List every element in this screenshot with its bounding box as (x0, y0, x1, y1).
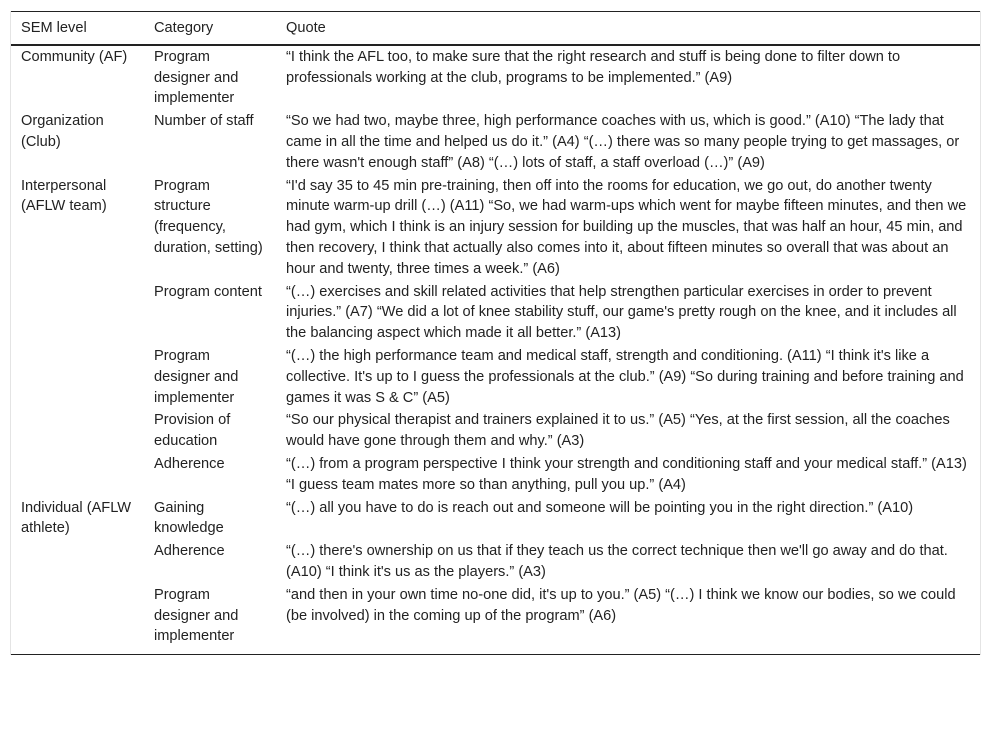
cell-category: Adherence (154, 455, 225, 472)
cell-quote: “(…) from a program perspective I think your strength and conditioning staff and your medical staff.” (A13) “I guess team mates more so than anything, pull you up.” (A4) (286, 455, 967, 493)
cell-sem-level (11, 410, 144, 454)
header-row (11, 12, 980, 45)
header-category: Category (154, 20, 214, 36)
cell-category: Program structure (frequency, duration, setting) (154, 177, 263, 256)
table-row (11, 410, 980, 454)
table-row (11, 541, 980, 585)
cell-sem-level: Individual (AFLW athlete) (21, 499, 132, 537)
table-row (11, 176, 980, 282)
cell-sem-level: Organization (Club) (21, 113, 104, 150)
header-sem-level: SEM level (21, 20, 87, 36)
table-row (11, 45, 980, 111)
cell-category: Program designer and implementer (154, 48, 239, 107)
cell-category: Program designer and implementer (154, 586, 239, 645)
table-header (11, 12, 980, 45)
cell-category: Program designer and implementer (154, 347, 239, 406)
cell-sem-level (11, 585, 144, 655)
cell-sem-level (11, 282, 144, 346)
cell-sem-level (11, 346, 144, 410)
header-quote: Quote (286, 20, 326, 36)
table-row (11, 498, 980, 542)
cell-category: Gaining knowledge (154, 499, 224, 537)
cell-quote: “(…) there's ownership on us that if they teach us the correct technique then we'll go away and do that. (A10) “I think it's us as the players.” (A3) (286, 543, 948, 580)
cell-sem-level (11, 541, 144, 585)
cell-quote: “(…) the high performance team and medical staff, strength and conditioning. (A11) “I think it's like a collective. It's up to I guess the professionals at the club.” (A9) “So during training and before training and games it was S & C” (A5) (286, 347, 964, 406)
cell-category: Adherence (154, 543, 225, 560)
cell-category: Number of staff (154, 113, 254, 130)
table-body (11, 45, 980, 655)
cell-sem-level (11, 454, 144, 498)
cell-quote: “(…) all you have to do is reach out and someone will be pointing you in the right direction.” (A10) (286, 499, 914, 516)
table-row (11, 282, 980, 346)
table-row (11, 111, 980, 175)
cell-category: Provision of education (154, 412, 231, 450)
sem-quotes-table (11, 11, 980, 655)
cell-quote: “So we had two, maybe three, high performance coaches with us, which is good.” (A10) “The lady that came in all the time and helped us do it.” (A4) “(…) there was so many people trying to get massages, or there wasn't enough staff” (A8) “(…) lots of staff, a staff overload (…)” (A9) (286, 113, 960, 171)
cell-quote: “and then in your own time no-one did, it's up to you.” (A5) “(…) I think we know our bodies, so we could (be involved) in the coming up of the program” (A6) (286, 586, 956, 624)
sem-quotes-table-container (10, 11, 981, 655)
cell-sem-level: Community (AF) (21, 48, 128, 65)
table-row (11, 454, 980, 498)
table-row (11, 346, 980, 410)
cell-sem-level: Interpersonal (AFLW team) (21, 177, 107, 215)
table-row (11, 585, 980, 655)
cell-quote: “So our physical therapist and trainers explained it to us.” (A5) “Yes, at the first session, all the coaches would have gone through them and why.” (A3) (286, 412, 950, 450)
cell-category: Program content (154, 283, 262, 300)
cell-quote: “I think the AFL too, to make sure that the right research and stuff is being done to filter down to professionals working at the club, programs to be implemented.” (A9) (286, 48, 901, 86)
cell-quote: “(…) exercises and skill related activities that help strengthen particular exercises in order to prevent injuries.” (A7) “We did a lot of knee stability stuff, our game's pretty rough on the knee, and it includes all the balancing aspect which made it all better.” (A13) (286, 283, 957, 342)
cell-quote: “I'd say 35 to 45 min pre-training, then off into the rooms for education, we go out, do another twenty minute warm-up drill (…) (A11) “So, we had warm-ups which went for maybe fifteen minutes, and then we had gym, which I think is an injury session for building up the muscles, that was half an hour, 45 min, and then recovery, I think that actually also comes into it, about fifteen minutes so overall that was about an hour and twenty, three times a week.” (A6) (286, 177, 967, 277)
